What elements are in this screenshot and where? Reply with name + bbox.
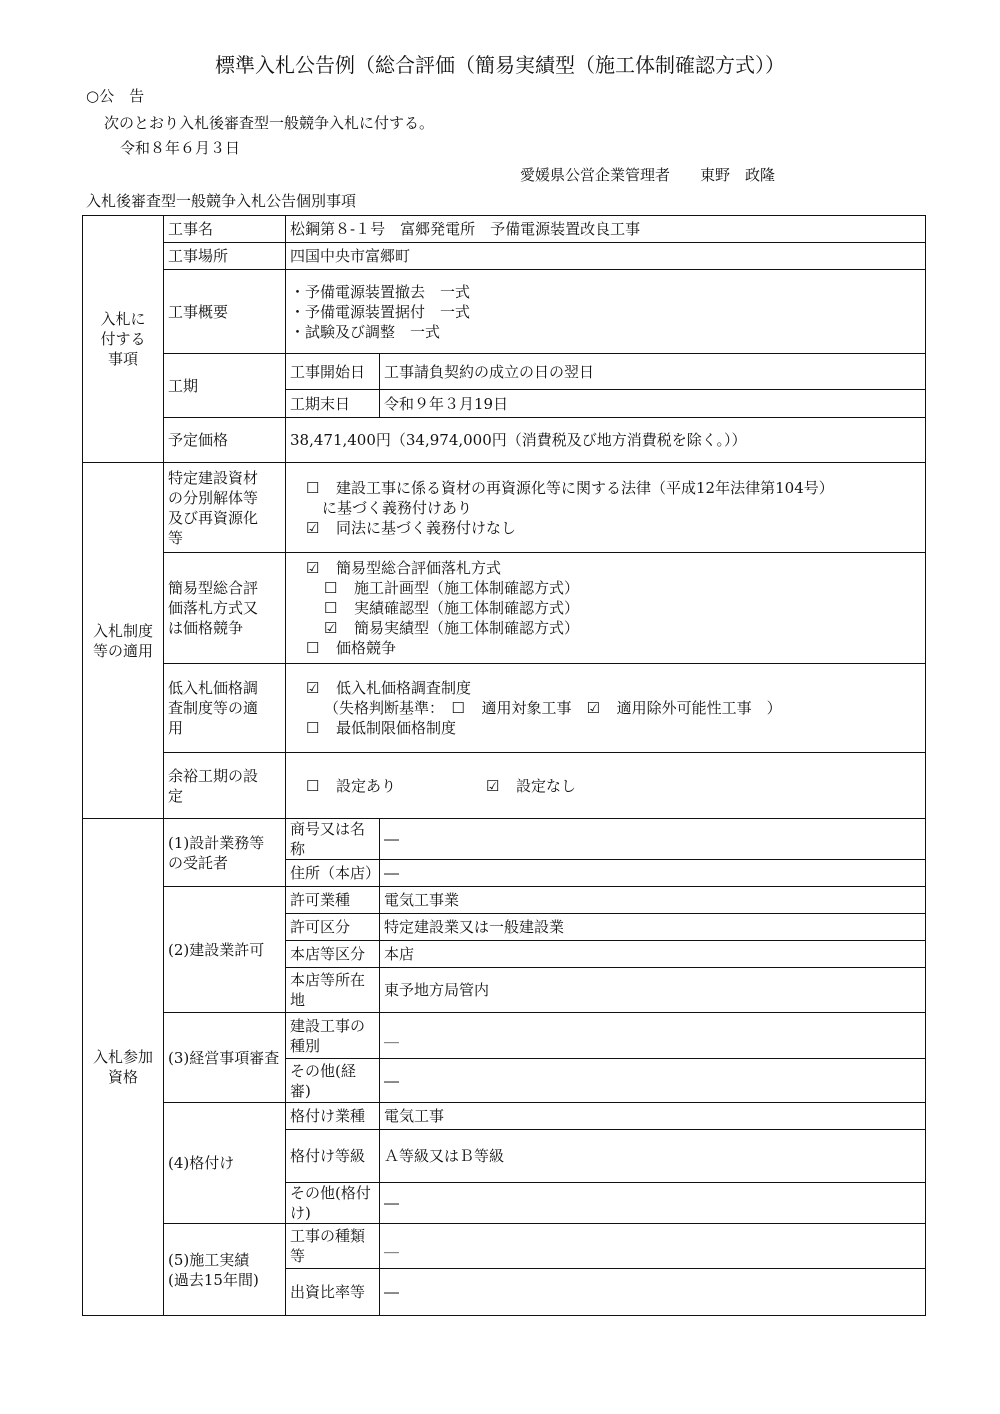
price-label: 予定価格 [164,418,286,463]
design-name-value: ― [380,819,926,860]
start-date-label: 工事開始日 [286,354,380,390]
document-title: 標準入札公告例（総合評価（簡易実績型（施工体制確認方式）） [215,53,785,77]
permit-class-value: 特定建設業又は一般建設業 [380,914,926,941]
low-bid-checkbox-survey[interactable]: ☑ [306,679,320,697]
design-address-value: ― [380,860,926,887]
recycle-label: 特定建設資材 の分別解体等 及び再資源化 等 [164,463,286,553]
eval-method-label: 簡易型総合評 価落札方式又 は価格競争 [164,553,286,664]
section-bidding-system: 入札制度 等の適用 [83,463,164,819]
design-consignee-label: (1)設計業務等 の受託者 [164,819,286,887]
office-class-value: 本店 [380,941,926,968]
eval-checkbox-simple[interactable]: ☑ [306,559,320,577]
permit-type-value: 電気工事業 [380,887,926,914]
permit-class-label: 許可区分 [286,914,380,941]
work-name-value: 松鋼第８-１号 富郷発電所 予備電源装置改良工事 [286,216,926,243]
eval-checkbox-record[interactable]: ☑ [324,619,338,637]
permit-type-label: 許可業種 [286,887,380,914]
office-location-label: 本店等所在地 [286,968,380,1013]
start-date-value: 工事請負契約の成立の日の翌日 [380,354,926,390]
spare-period-label: 余裕工期の設 定 [164,753,286,819]
mgmt-other-label: その他(経審) [286,1059,380,1103]
recycle-checkbox-1[interactable]: ☐ [306,478,320,497]
rating-type-label: 格付け業種 [286,1103,380,1130]
section-qualification: 入札参加 資格 [83,819,164,1316]
rating-label: (4)格付け [164,1103,286,1224]
notice-date: 令和８年６月３日 [120,139,241,157]
design-address-label: 住所（本店） [286,860,380,887]
criteria-checkbox-exempt[interactable]: ☑ [586,699,601,717]
work-summary-value: ・予備電源装置撤去 一式 ・予備電源装置据付 一式 ・試験及び調整 一式 [286,270,926,354]
construction-permit-label: (2)建設業許可 [164,887,286,1013]
work-record-label: (5)施工実績 (過去15年間) [164,1224,286,1316]
mgmt-kind-label: 建設工事の 種別 [286,1013,380,1059]
record-kind-label: 工事の種類 等 [286,1224,380,1269]
spare-period-options: ☐ 設定あり ☑ 設定なし [286,753,926,819]
spare-period-checkbox-yes[interactable]: ☐ [306,776,320,795]
end-date-value: 令和９年３月19日 [380,390,926,418]
end-date-label: 工期末日 [286,390,380,418]
work-name-label: 工事名 [164,216,286,243]
low-bid-checkbox-minimum[interactable]: ☐ [306,719,320,737]
notice-heading: ○公 告 [86,87,145,105]
rating-grade-value: Ａ等級又はＢ等級 [380,1130,926,1183]
price-value: 38,471,400円（34,974,000円（消費税及び地方消費税を除く。）） [286,418,926,463]
office-location-value: 東予地方局管内 [380,968,926,1013]
rating-other-value: ― [380,1183,926,1224]
investment-ratio-label: 出資比率等 [286,1269,380,1316]
recycle-options: ☐ 建設工事に係る資材の再資源化等に関する法律（平成12年法律第104号） に基づく義務付けあり ☑ 同法に基づく義務付けなし [286,463,926,553]
rating-grade-label: 格付け等級 [286,1130,380,1183]
mgmt-kind-value: ＿ [380,1013,926,1059]
issuer: 愛媛県公営企業管理者 東野 政隆 [520,166,776,184]
recycle-checkbox-2[interactable]: ☑ [306,518,320,537]
management-review-label: (3)経営事項審査 [164,1013,286,1103]
low-bid-label: 低入札価格調 査制度等の適 用 [164,664,286,753]
eval-checkbox-price[interactable]: ☐ [306,639,320,657]
lead-text: 次のとおり入札後審査型一般競争入札に付する。 [104,114,435,132]
design-name-label: 商号又は名称 [286,819,380,860]
mgmt-other-value: ― [380,1059,926,1103]
rating-other-label: その他(格付け) [286,1183,380,1224]
work-place-value: 四国中央市富郷町 [286,243,926,270]
table-subtitle: 入札後審査型一般競争入札公告個別事項 [86,192,357,210]
work-summary-label: 工事概要 [164,270,286,354]
notice-table [82,215,926,1316]
record-kind-value: ＿ [380,1224,926,1269]
rating-type-value: 電気工事 [380,1103,926,1130]
investment-ratio-value: ― [380,1269,926,1316]
period-label: 工期 [164,354,286,418]
eval-checkbox-plan[interactable]: ☐ [324,579,338,597]
office-class-label: 本店等区分 [286,941,380,968]
spare-period-checkbox-no[interactable]: ☑ [486,776,500,795]
section-bidding-matters: 入札に 付する 事項 [83,216,164,463]
low-bid-options: ☑ 低入札価格調査制度 （失格判断基準： ☐ 適用対象工事 ☑ 適用除外可能性工事 ） ☐ 最低制限価格制度 [286,664,926,753]
criteria-checkbox-target[interactable]: ☐ [451,699,465,717]
eval-method-options: ☑ 簡易型総合評価落札方式 ☐ 施工計画型（施工体制確認方式） ☐ 実績確認型（施工体制確認方式） ☑ 簡易実績型（施工体制確認方式） ☐ 価格競争 [286,553,926,664]
eval-checkbox-confirm[interactable]: ☐ [324,599,338,617]
work-place-label: 工事場所 [164,243,286,270]
